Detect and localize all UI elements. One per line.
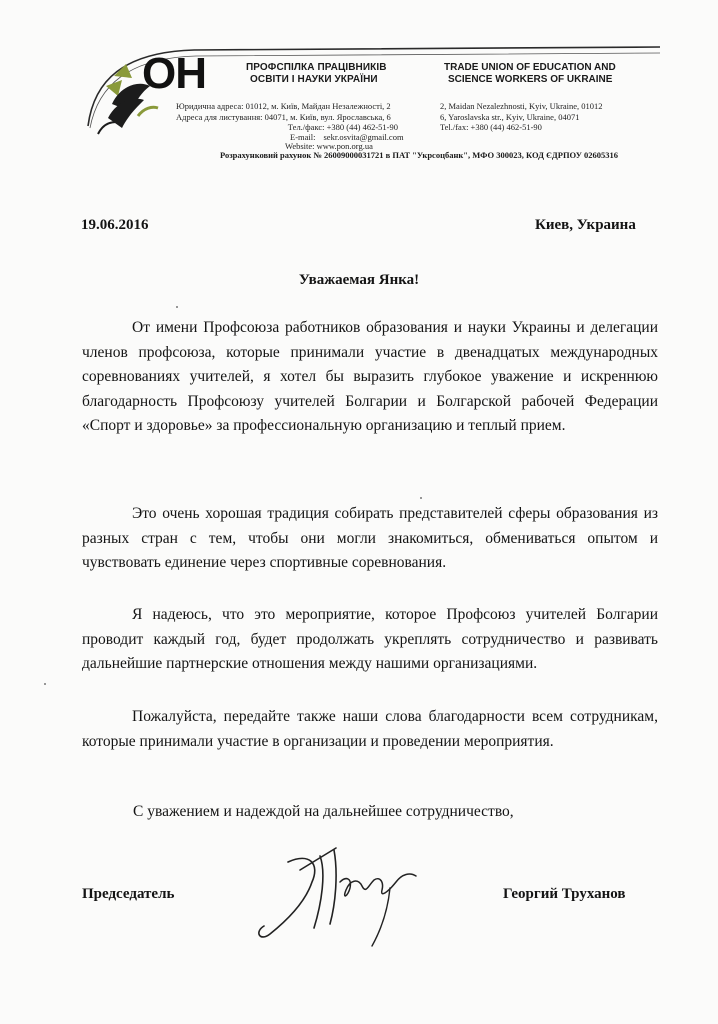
body-paragraph-2: Это очень хорошая традиция собирать представителей сферы образования из разных стран с тем, чтобы они могли знакомиться, обмениваться опытом и чувствовать единение через спортивные соревнования. xyxy=(82,505,658,571)
address-ua xyxy=(176,101,398,133)
letter-place: Киев, Украина xyxy=(535,217,636,233)
handwritten-signature xyxy=(250,842,420,957)
scan-speck xyxy=(176,306,178,308)
letter-date: 19.06.2016 xyxy=(81,217,149,233)
email-label: E-mail: xyxy=(290,132,316,142)
org-name-ua-line-2: ОСВІТИ І НАУКИ УКРАЇНИ xyxy=(250,74,378,85)
signer-role: Председатель xyxy=(82,886,175,902)
salutation: Уважаемая Янка! xyxy=(298,272,420,288)
bank-account: Розрахунковий рахунок № 26009000031721 в ПАТ "Укрсоцбанк", МФО 300023, КОД ЄДРПОУ 02605316 xyxy=(220,150,619,160)
org-name-en-line-1: TRADE UNION OF EDUCATION AND xyxy=(444,62,616,73)
address-en-line-2: 6, Yaroslavska str., Kyiv, Ukraine, 04071 xyxy=(440,111,580,122)
address-en-phone: Tel./fax: +380 (44) 462-51-90 xyxy=(440,122,542,132)
scan-speck xyxy=(44,683,46,685)
address-ua-postal: Адреса для листування: 04071, м. Київ, вул. Ярославська, 6 xyxy=(176,111,391,122)
scan-speck xyxy=(420,497,422,499)
signer-name: Георгий Труханов xyxy=(503,886,626,902)
union-logo-text: ОН xyxy=(142,49,206,98)
email-link[interactable]: sekr.osvita@gmail.com xyxy=(323,132,404,142)
body-paragraph-4: Пожалуйста, передайте также наши слова благодарности всем сотрудникам, которые принимали участие в организации и проведении мероприятия. xyxy=(82,708,658,750)
closing-line: С уважением и надеждой на дальнейшее сотрудничество, xyxy=(133,803,514,820)
address-ua-legal: Юридична адреса: 01012, м. Київ, Майдан Незалежності, 2 xyxy=(176,101,391,111)
body-paragraph-1: От имени Профсоюза работников образования и науки Украины и делегации членов профсоюза, которые принимали участие в двенадцатых международных соревнованиях учителей, я хотел бы выразить глубокое уважение и искреннюю благодарность Профсоюзу учителей Болгарии и Болгарской рабочей Федерации «Спорт и здоровье» за профессиональную организацию и теплый прием. xyxy=(82,319,658,434)
org-name-ua xyxy=(246,62,387,86)
org-name-en-line-2: SCIENCE WORKERS OF UKRAINE xyxy=(448,74,613,85)
address-en xyxy=(440,101,603,133)
address-en-line-1: 2, Maidan Nezalezhnosti, Kyiv, Ukraine, 01012 xyxy=(440,101,603,111)
org-name-en xyxy=(444,62,616,86)
address-ua-phone: Тел./факс: +380 (44) 462-51-90 xyxy=(287,122,398,132)
org-name-ua-line-1: ПРОФСПІЛКА ПРАЦІВНИКІВ xyxy=(246,62,387,73)
body-paragraph-3: Я надеюсь, что это мероприятие, которое Профсоюз учителей Болгарии проводит каждый год, будет продолжать укреплять сотрудничество и развивать дальнейшие партнерские отношения между нашими организациями. xyxy=(82,606,658,672)
website-link[interactable]: Website: www.pon.org.ua xyxy=(285,141,373,151)
